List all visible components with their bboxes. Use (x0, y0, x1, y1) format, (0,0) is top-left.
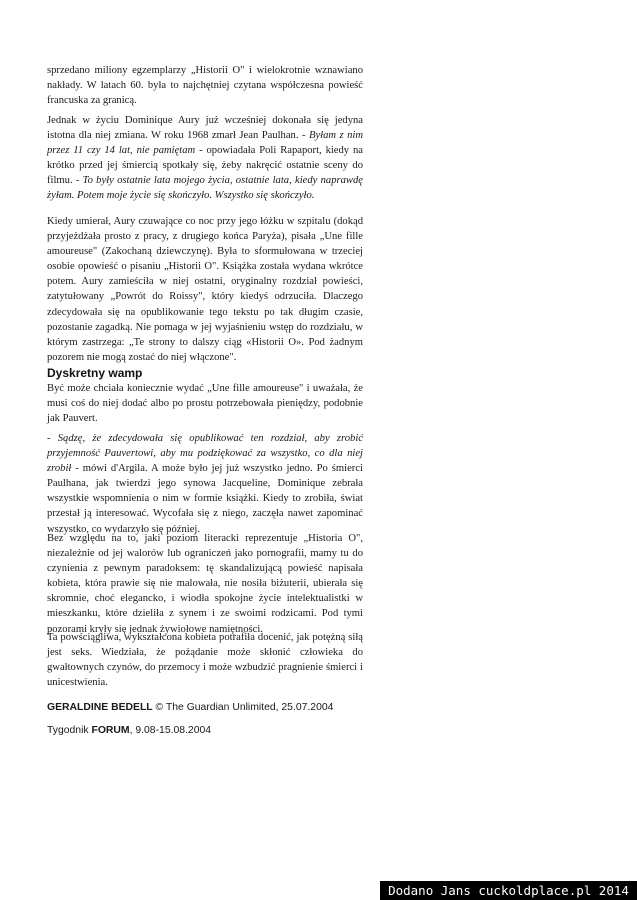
paragraph-2-quote-b: To były ostatnie lata mojego życia, ostatnie lata, kiedy naprawdę żyłam. Potem moje życie się skończyło. Wszystko się skończyło. (47, 175, 363, 202)
source-prefix: Tygodnik (47, 725, 92, 736)
article-source (47, 724, 211, 738)
paragraph-2-text-b: - opowiadała Poli Rapaport, kiedy na krótko przed jej śmiercią spotkały się, żeby nakręcić ostatnie sceny do filmu. - (47, 145, 363, 187)
paragraph-2 (47, 113, 363, 204)
paragraph-1: sprzedano miliony egzemplarzy „Historii O" i wielokrotnie wznawiano nakłady. W latach 60. była to najchętniej czytana współczesna powieść francuska za granicą. (47, 65, 363, 107)
credit-author: GERALDINE BEDELL (47, 702, 153, 713)
paragraph-7: Ta powściągliwa, wykształcona kobieta potrafiła docenić, jak potężną siłą jest seks. Wiedziała, że pożądanie może skłonić człowieka do gwałtownych czynów, do przemocy i może wzbudzić pragnienie śmierci i unicestwienia. (47, 632, 363, 689)
paragraph-4: Być może chciała koniecznie wydać „Une fille amoureuse" i uważała, że musi coś do niej dodać albo po prostu potrzebowała pieniędzy, podobnie jak Pauvert. (47, 383, 363, 425)
credit-rest: © The Guardian Unlimited, 25.07.2004 (152, 702, 334, 713)
article-credit (47, 701, 333, 715)
paragraph-5 (47, 431, 363, 537)
paragraph-2-quote-a: Byłam z nim przez 11 czy 14 lat, nie pamiętam (47, 130, 363, 157)
paragraph-5-quote: - Sądzę, że zdecydowała się opublikować ten rozdział, aby zrobić przyjemność Pauvertowi, aby mu podziękować za wszystko, co dla niej zrobił (47, 433, 363, 475)
source-rest: , 9.08-15.08.2004 (129, 725, 212, 736)
paragraph-6: Bez względu na to, jaki poziom literacki reprezentuje „Historia O", niezależnie od jej walorów lub ograniczeń jako pornografii, mamy tu do czynienia z pewnym paradoksem: tę skandalizującą powieść napisała kobieta, która prawie się nie malowała, nie nosiła biżuterii, ubierała się skromnie, choć elegancko, i wiodła spokojne życie intelektualistki w mieszkanku, które dzieliła z synem i ze swoimi rodzicami. Pod tymi pozorami kryły się jednak żywiołowe namiętności. (47, 533, 363, 635)
source-magazine: FORUM (91, 725, 130, 736)
paragraph-2-text-a: Jednak w życiu Dominique Aury już wcześniej dokonała się jedyna istotna dla niej zmiana. W roku 1968 zmarł Jean Paulhan. - (47, 115, 363, 142)
watermark: Dodano Jans cuckoldplace.pl 2014 (380, 881, 637, 900)
paragraph-3: Kiedy umierał, Aury czuwające co noc przy jego łóżku w szpitalu (dokąd przyjeżdżała prosto z pracy, z drugiego końca Paryża), pisała „Une fille amoureuse" (Zakochaną dziewczynę). Była to sformułowana w trzeciej osobie opowieść o pisaniu „Historii O". Książka została wydana wkrótce potem. Aury zamieściła w niej ostatni, oryginalny rozdział powieści, zatytułowany „Powrót do Roissy", który kiedyś odrzuciła. Dlaczego zdecydowała się na opublikowanie tego tekstu po tak długim czasie, pozostanie zagadką. Nie pomaga w jej wyjaśnieniu wstęp do rozdziału, w którym zastrzega: „Te strony to dalszy ciąg «Historii O». Pod żadnym pozorem nie mogą zostać do niej włączone". (47, 216, 363, 363)
section-heading: Dyskretny wamp (47, 366, 143, 380)
paragraph-5-text: - mówi d'Argila. A może było jej już wszystko jedno. Po śmierci Paulhana, jak twierdzi jego synowa Jacqueline, Dominique zebrała wszystkie wspomnienia o nim w formie książki. Kiedy to zrobiła, świat przestał ją interesować. Wycofała się z niego, zaczęła nawet zapominać wszystko, co wydarzyło się później. (47, 463, 363, 535)
